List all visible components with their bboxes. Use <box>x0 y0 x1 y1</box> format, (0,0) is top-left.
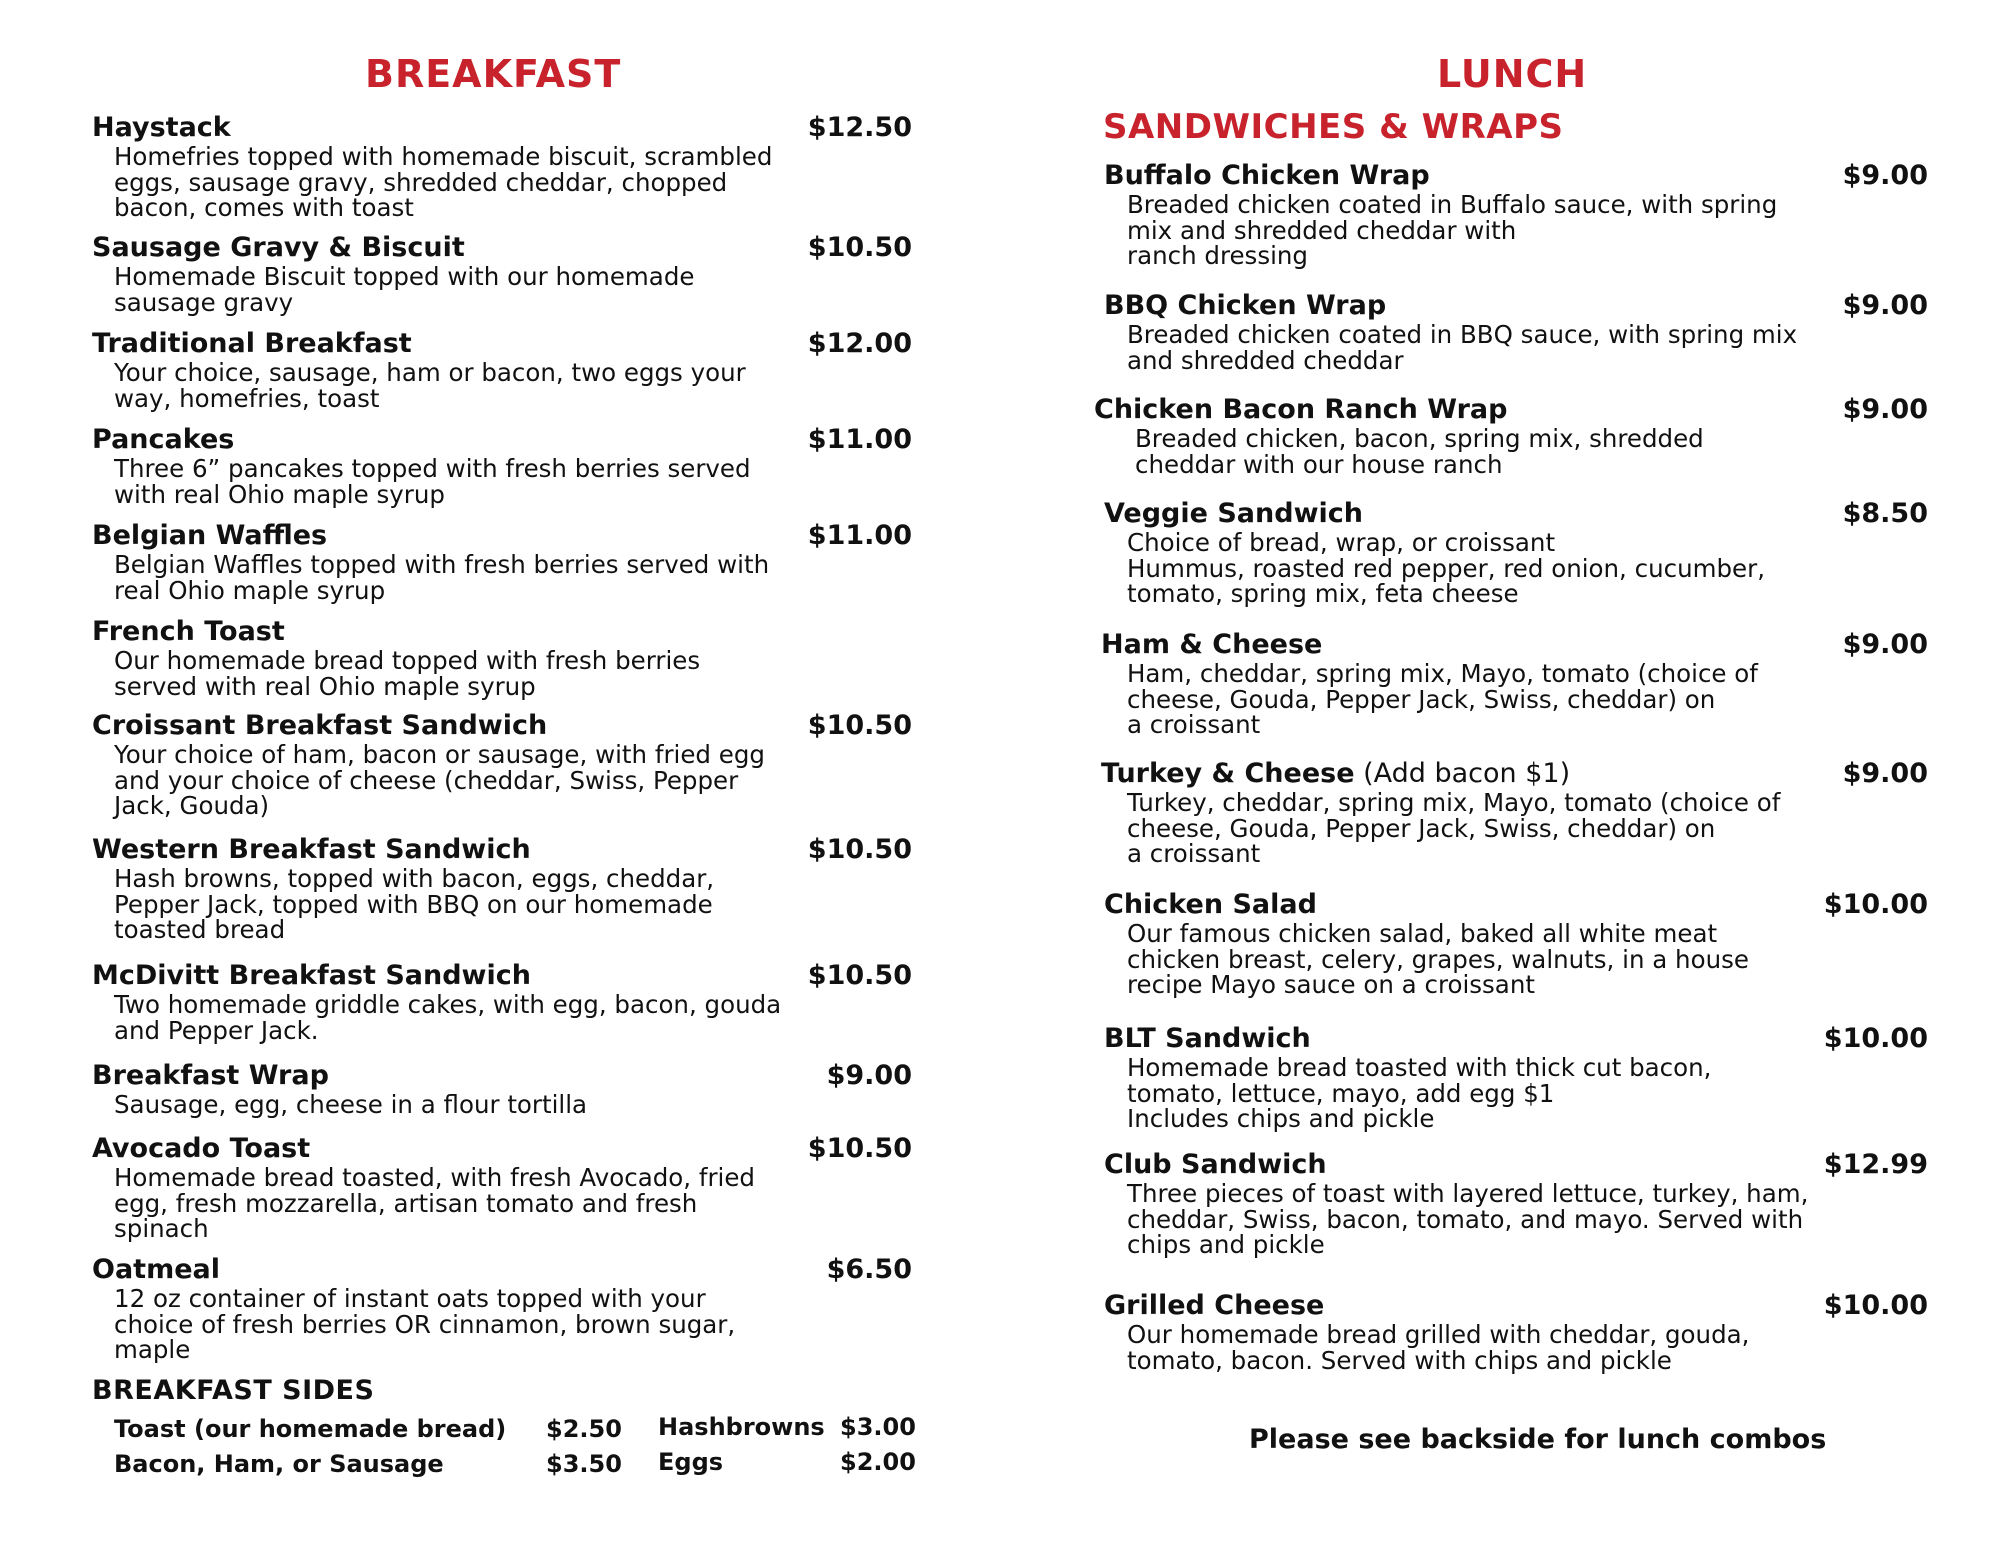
menu-item-name <box>1094 394 1507 425</box>
menu-item-title: Chicken Salad <box>1104 889 1317 920</box>
menu-item <box>1104 1023 1928 1133</box>
side-item-name: Eggs <box>658 1448 724 1476</box>
menu-item-name <box>1104 160 1430 191</box>
menu-item-price: $9.00 <box>1842 758 1928 789</box>
menu-item-title: Grilled Cheese <box>1104 1290 1325 1321</box>
menu-item-description: Our homemade bread grilled with cheddar, gouda, tomato, bacon. Served with chips and pickle <box>1127 1320 1750 1375</box>
lunch-title: LUNCH <box>1437 52 1588 96</box>
menu-item-price: $10.50 <box>807 960 912 991</box>
menu-item-name <box>1101 758 1570 789</box>
menu-item-title: Chicken Bacon Ranch Wrap <box>1094 394 1508 425</box>
menu-item-price: $11.00 <box>807 520 912 551</box>
menu-item-name <box>92 834 531 865</box>
menu-item-name <box>1104 1023 1311 1054</box>
menu-item-description: Turkey, cheddar, spring mix, Mayo, tomato (choice of cheese, Gouda, Pepper Jack, Swiss, cheddar) on a croissant <box>1127 788 1781 868</box>
menu-item-name <box>92 232 465 263</box>
menu-item <box>1101 629 1928 739</box>
menu-item-note: (Add bacon $1) <box>1354 758 1571 789</box>
menu-item-description: Your choice of ham, bacon or sausage, with fried egg and your choice of cheese (cheddar, Swiss, Pepper Jack, Gouda) <box>114 740 765 820</box>
menu-item-price: $11.00 <box>807 424 912 455</box>
menu-item-price: $10.50 <box>807 232 912 263</box>
menu-item-title: Croissant Breakfast Sandwich <box>92 710 548 741</box>
menu-item-title: Traditional Breakfast <box>92 328 412 359</box>
menu-item <box>92 112 912 222</box>
menu-item <box>92 1254 912 1364</box>
menu-item <box>92 1060 912 1119</box>
menu-item <box>92 834 912 944</box>
menu-item <box>1101 758 1928 868</box>
menu-item-title: Ham & Cheese <box>1101 629 1323 660</box>
menu-item <box>1104 290 1928 375</box>
menu-item-price: $9.00 <box>1842 290 1928 321</box>
menu-item-name <box>92 424 234 455</box>
menu-item-description: Choice of bread, wrap, or croissant Hummus, roasted red pepper, red onion, cucumber, tomato, spring mix, feta cheese <box>1127 528 1765 608</box>
breakfast-title: BREAKFAST <box>365 52 622 96</box>
menu-item-title: Club Sandwich <box>1104 1149 1327 1180</box>
menu-item-title: Turkey & Cheese <box>1101 758 1355 789</box>
menu-item <box>1104 889 1928 999</box>
side-item-name: Bacon, Ham, or Sausage <box>114 1450 444 1478</box>
menu-item-title: Breakfast Wrap <box>92 1060 329 1091</box>
side-item-price: $2.00 <box>840 1448 916 1476</box>
menu-item-price: $10.00 <box>1823 1023 1928 1054</box>
menu-item <box>92 424 912 509</box>
side-item-price: $2.50 <box>546 1415 622 1443</box>
menu-item-description: Breaded chicken coated in BBQ sauce, with spring mix and shredded cheddar <box>1127 320 1798 375</box>
menu-item-price: $8.50 <box>1842 498 1928 529</box>
menu-item-price: $10.50 <box>807 710 912 741</box>
menu-item-title: Oatmeal <box>92 1254 220 1285</box>
menu-item-title: Buffalo Chicken Wrap <box>1104 160 1430 191</box>
breakfast-sides-title: BREAKFAST SIDES <box>92 1375 375 1406</box>
menu-item-title: Veggie Sandwich <box>1104 498 1363 529</box>
menu-item-name <box>92 616 285 647</box>
menu-item-description: Homemade bread toasted with thick cut bacon, tomato, lettuce, mayo, add egg $1 Includes chips and pickle <box>1127 1053 1712 1133</box>
menu-item-name <box>1104 498 1363 529</box>
menu-item-title: French Toast <box>92 616 285 647</box>
menu-item <box>92 960 912 1045</box>
menu-item-title: Sausage Gravy & Biscuit <box>92 232 465 263</box>
menu-item-description: Your choice, sausage, ham or bacon, two eggs your way, homefries, toast <box>114 358 746 413</box>
menu-item-name <box>1104 1149 1327 1180</box>
menu-item-price: $9.00 <box>1842 160 1928 191</box>
menu-item <box>1104 498 1928 608</box>
menu-item-name <box>1101 629 1322 660</box>
menu-item-price: $10.00 <box>1823 889 1928 920</box>
menu-item-price: $12.00 <box>807 328 912 359</box>
menu-item-description: Sausage, egg, cheese in a flour tortilla <box>114 1090 588 1119</box>
menu-item-price: $6.50 <box>826 1254 912 1285</box>
menu-item-name <box>92 1060 329 1091</box>
menu-item-description: Homefries topped with homemade biscuit, scrambled eggs, sausage gravy, shredded cheddar, chopped bacon, comes with toast <box>114 142 773 222</box>
menu-item-description: Two homemade griddle cakes, with egg, bacon, gouda and Pepper Jack. <box>114 990 782 1045</box>
menu-item-description: Belgian Waffles topped with fresh berries served with real Ohio maple syrup <box>114 550 770 605</box>
menu-item-description: Ham, cheddar, spring mix, Mayo, tomato (choice of cheese, Gouda, Pepper Jack, Swiss, cheddar) on a croissant <box>1127 659 1758 739</box>
menu-item-name <box>92 710 547 741</box>
menu-item-name <box>1104 889 1317 920</box>
menu-item-name <box>92 328 412 359</box>
side-item-name: Hashbrowns <box>658 1413 825 1441</box>
side-item-price: $3.50 <box>546 1450 622 1478</box>
menu-item-price: $12.50 <box>807 112 912 143</box>
menu-item-name <box>92 112 231 143</box>
menu-item-description: Breaded chicken coated in Buffalo sauce, with spring mix and shredded cheddar with ranch dressing <box>1127 190 1778 270</box>
menu-item-description: Homemade bread toasted, with fresh Avocado, fried egg, fresh mozzarella, artisan tomato and fresh spinach <box>114 1163 755 1243</box>
menu-item-title: Haystack <box>92 112 231 143</box>
menu-item <box>1104 1290 1928 1375</box>
menu-item-description: Homemade Biscuit topped with our homemade sausage gravy <box>114 262 695 317</box>
menu-item <box>1104 1149 1928 1259</box>
menu-item-price: $9.00 <box>1842 629 1928 660</box>
menu-item <box>92 616 912 701</box>
menu-item-description: Three pieces of toast with layered lettuce, turkey, ham, cheddar, Swiss, bacon, tomato, and mayo. Served with chips and pickle <box>1127 1179 1809 1259</box>
menu-item-price: $10.50 <box>807 1133 912 1164</box>
menu-item-price: $9.00 <box>1842 394 1928 425</box>
menu-item-name <box>92 960 531 991</box>
menu-item <box>92 1133 912 1243</box>
menu-item <box>92 232 912 317</box>
menu-item-name <box>92 1254 220 1285</box>
menu-item <box>92 520 912 605</box>
menu-item-description: Hash browns, topped with bacon, eggs, cheddar, Pepper Jack, topped with BBQ on our homemade toasted bread <box>114 864 715 944</box>
menu-item-price: $10.50 <box>807 834 912 865</box>
menu-item-description: Three 6” pancakes topped with fresh berries served with real Ohio maple syrup <box>114 454 751 509</box>
menu-item-title: McDivitt Breakfast Sandwich <box>92 960 531 991</box>
lunch-subtitle: SANDWICHES & WRAPS <box>1103 107 1564 147</box>
side-item-price: $3.00 <box>840 1413 916 1441</box>
menu-item-name <box>1104 1290 1324 1321</box>
side-item-name: Toast (our homemade bread) <box>114 1415 507 1443</box>
menu-item-title: Western Breakfast Sandwich <box>92 834 531 865</box>
menu-item-price: $10.00 <box>1823 1290 1928 1321</box>
menu-item-description: Breaded chicken, bacon, spring mix, shredded cheddar with our house ranch <box>1135 424 1704 479</box>
menu-item-name <box>92 1133 310 1164</box>
menu-item <box>92 710 912 820</box>
menu-item-description: 12 oz container of instant oats topped with your choice of fresh berries OR cinnamon, brown sugar, maple <box>114 1284 736 1364</box>
menu-item-title: Belgian Waffles <box>92 520 328 551</box>
menu-item-title: Pancakes <box>92 424 235 455</box>
menu-item <box>1094 394 1928 479</box>
menu-item-title: Avocado Toast <box>92 1133 311 1164</box>
menu-item-title: BBQ Chicken Wrap <box>1104 290 1387 321</box>
menu-item-name <box>1104 290 1386 321</box>
menu-item-description: Our famous chicken salad, baked all white meat chicken breast, celery, grapes, walnuts, in a house recipe Mayo sauce on a croissant <box>1127 919 1749 999</box>
menu-item <box>92 328 912 413</box>
menu-item-price: $12.99 <box>1823 1149 1928 1180</box>
menu-item-price: $9.00 <box>826 1060 912 1091</box>
menu-item-name <box>92 520 327 551</box>
lunch-footnote: Please see backside for lunch combos <box>1249 1424 1827 1455</box>
menu-item-description: Our homemade bread topped with fresh berries served with real Ohio maple syrup <box>114 646 701 701</box>
menu-item <box>1104 160 1928 270</box>
menu-item-title: BLT Sandwich <box>1104 1023 1311 1054</box>
